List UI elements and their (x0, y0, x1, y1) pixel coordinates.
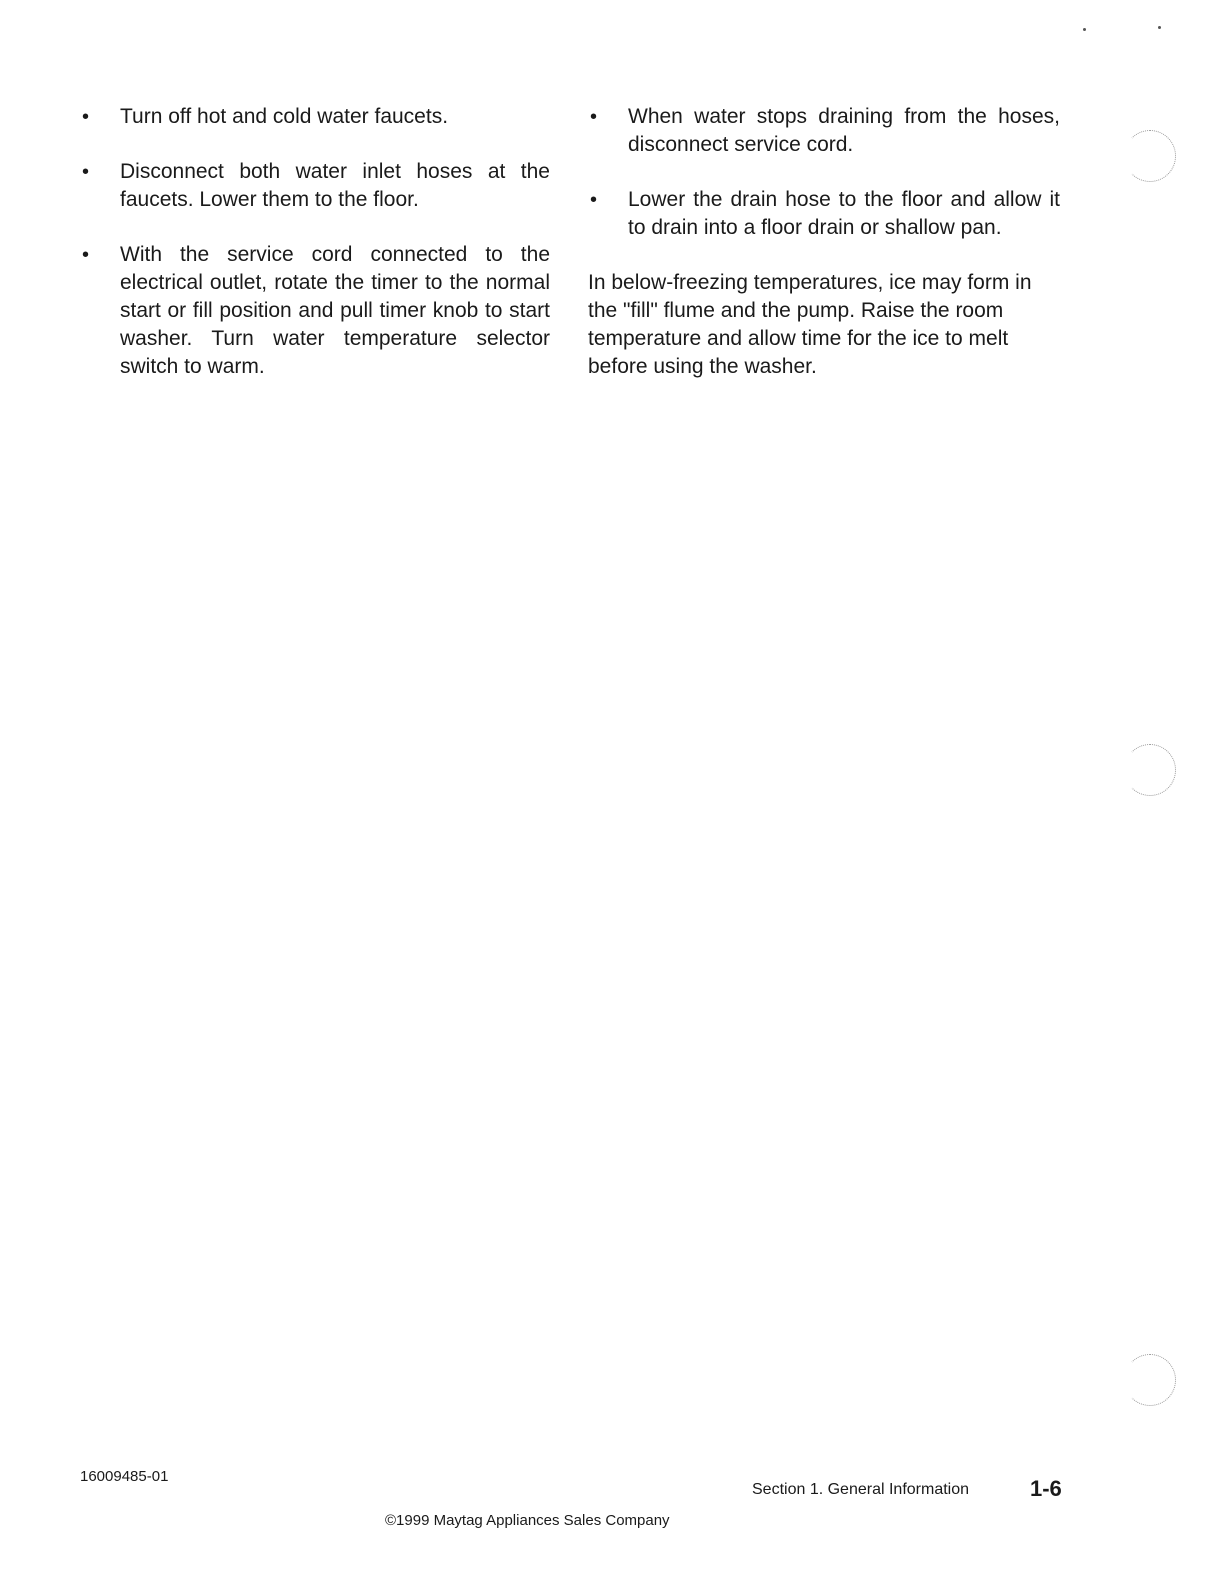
list-item (588, 103, 1060, 159)
page-number: 1-6 (1030, 1476, 1062, 1501)
punch-hole-icon (1124, 1354, 1176, 1406)
bullet-icon: • (82, 244, 90, 266)
list-item (80, 158, 550, 214)
left-column (80, 103, 550, 408)
section-title: Section 1. General Information (752, 1481, 970, 1498)
freezing-paragraph: In below-freezing temperatures, ice may form in the "fill" flume and the pump. Raise the room temperature and allow time for the ice to melt before using the washer. (588, 271, 1032, 378)
document-number: 16009485-01 (80, 1468, 169, 1485)
scan-speck-icon (1083, 28, 1086, 31)
list-item (80, 241, 550, 381)
list-item-text: Turn off hot and cold water faucets. (120, 105, 449, 128)
scan-speck-icon (1158, 26, 1161, 29)
list-item (588, 186, 1060, 242)
punch-hole-icon (1124, 130, 1176, 182)
bullet-icon: • (590, 106, 598, 128)
list-item-text: Disconnect both water inlet hoses at the faucets. Lower them to the floor. (120, 160, 550, 211)
bullet-icon: • (590, 189, 598, 211)
punch-hole-icon (1124, 744, 1176, 796)
list-item-text: With the service cord connected to the electrical outlet, rotate the timer to the normal start or fill position and pull timer knob to start washer. Turn water temperature selector switch to warm. (120, 243, 550, 378)
list-item-text: Lower the drain hose to the floor and allow it to drain into a floor drain or shallow pan. (628, 188, 1060, 239)
bullet-icon: • (82, 161, 90, 183)
list-item-text: When water stops draining from the hoses, disconnect service cord. (628, 105, 1060, 156)
bullet-icon: • (82, 106, 90, 128)
copyright-notice: ©1999 Maytag Appliances Sales Company (385, 1512, 670, 1529)
list-item (80, 103, 550, 131)
right-column (588, 103, 1060, 381)
